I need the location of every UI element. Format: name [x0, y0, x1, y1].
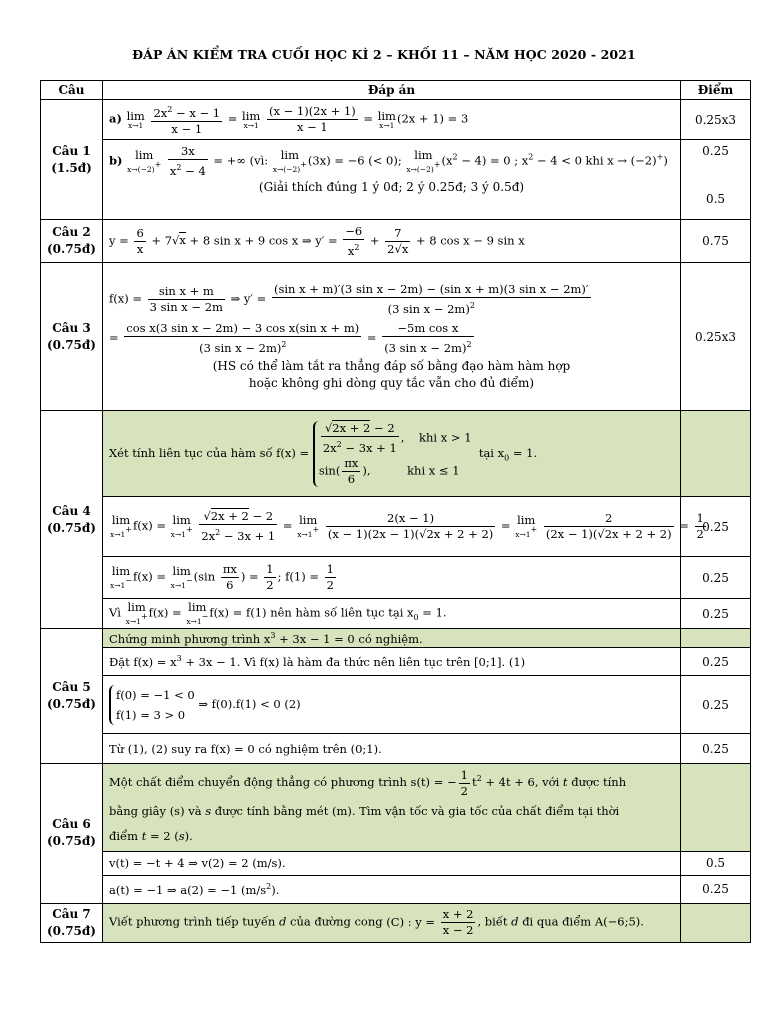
prompt-text: Một chất điểm chuyển động thẳng có phương trình	[109, 775, 407, 789]
question-number: Câu 1	[52, 143, 91, 158]
answer-cell: Đặt $f(x) = x^3 + 3x - 1$. Vì f(x) là hàm đa thức nên liên tục trên [0;1]. (1)	[103, 648, 681, 676]
score-value: 0.5	[705, 192, 726, 206]
prompt-text: , biết	[477, 914, 508, 929]
answer-cell: lim x→1+ f(x) = lim x→1+ $\frac{√2x + 2 - 2}{2x^2 - 3x + 1}$ = lim x→1+ $\frac{2(x - 1)}{(x - 1)(2x - 1)(√2x + 2 + 2)}$ = lim x→1+ $\frac{2}{(2x - 1)(√2x + 2 + 2)}$ = $\frac{1}{2}$	[103, 497, 681, 557]
answer-text: có nghiệm trên	[258, 741, 347, 756]
question-prompt: Một chất điểm chuyển động thẳng có phương trình s(t) = − $\frac{1}{2}$ $t^2 + 4t + 6$, với t được tính bằng giây (s) và s được tính bằng mét (m). Tìm vận tốc và gia tốc của chất điểm tại thời điểm t = 2 (s).	[103, 764, 681, 852]
score-cell: 0.25	[681, 497, 751, 557]
question-points: (0.75đ)	[47, 337, 96, 352]
question-prompt: Chứng minh phương trình $x^3 + 3x - 1 = 0$ có nghiệm.	[103, 629, 681, 648]
question-number: Câu 5	[52, 680, 91, 694]
score-value: 0.25	[702, 144, 729, 158]
score-cell	[681, 411, 751, 497]
question-label	[41, 263, 103, 411]
table-row	[41, 764, 751, 852]
score-cell: 0.75	[681, 220, 751, 263]
answer-cell: lim x→1− f(x) = lim x→1− (sin $\frac{\pi x}{6}$ ) = $\frac{1}{2}$ ; f(1) = $\frac{1}{2}$	[103, 557, 681, 599]
question-number: Câu 7	[52, 906, 91, 921]
answer-text: . (1)	[501, 655, 526, 669]
prompt-text: bằng giây (s) và	[109, 803, 202, 818]
table-row	[41, 875, 751, 903]
question-label	[41, 629, 103, 764]
question-number: Câu 4	[52, 503, 91, 518]
question-prompt: Viết phương trình tiếp tuyến d của đường cong (C) : y = $\frac{x + 2}{x - 2}$ , biết d đi qua điểm A(−6;5).	[103, 903, 681, 942]
prompt-text: Viết phương trình tiếp tuyến	[109, 914, 276, 929]
question-points: (0.75đ)	[47, 242, 96, 256]
answer-cell: Vì lim x→1+ f(x) = lim x→1− f(x) = f(1) nên hàm số liên tục tại $x_0 = 1$.	[103, 599, 681, 629]
answer-table	[40, 80, 751, 943]
answer-text: nên hàm số liên tục tại	[270, 605, 404, 620]
answer-cell: a(t) = −1 ⇒ a(2) = −1 $(m/s^2)$.	[103, 875, 681, 903]
question-points: (0.75đ)	[47, 520, 96, 535]
case-word: khi	[419, 430, 438, 444]
grading-note: (Giải thích đúng 1 ý 0đ; 2 ý 0.25đ; 3 ý 0.5đ)	[258, 180, 525, 194]
question-label	[41, 100, 103, 220]
prompt-text: Chứng minh phương trình	[109, 631, 261, 646]
question-label	[41, 220, 103, 263]
question-number: Câu 3	[52, 320, 91, 335]
header-cau: Câu	[41, 81, 103, 100]
table-row	[41, 629, 751, 648]
table-row	[41, 497, 751, 557]
score-cell: 0.25	[681, 676, 751, 734]
answer-text: (2)	[284, 696, 301, 711]
question-points: (0.75đ)	[47, 697, 96, 711]
score-cell: 0.5	[681, 851, 751, 875]
score-cell	[681, 629, 751, 648]
question-label	[41, 764, 103, 904]
answer-cell: f(x) = $\frac{\text{sin x + m}}{\text{3 sin x − 2m}}$ ⇒ y′ = $\frac{\text{(sin x + m)′(3 sin x − 2m) − (sin x + m)(3 sin x − 2m)′}}{(3 \sin x - 2m)^2}$ = $\frac{\text{cos x(3 sin x − 2m) − 3 cos x(sin x + m)}}{(3 \sin x - 2m)^2}$ = $\frac{\text{−5m cos x}}{(3 \sin x - 2m)^2}$ (HS có thể làm tắt ra thẳng đáp số bằng đạo hàm hàm hợp hoặc không ghi dòng quy tắc vẫn cho đủ điểm)	[103, 263, 681, 411]
case-word: khi	[407, 463, 426, 477]
prompt-text: tại	[478, 445, 494, 460]
score-cell: 0.25	[681, 875, 751, 903]
prompt-text: đi qua điểm	[522, 914, 592, 929]
score-cell: 0.25	[681, 557, 751, 599]
table-row	[41, 557, 751, 599]
prompt-text: được tính bằng mét (m). Tìm vận tốc và gia tốc của chất điểm tại thời	[214, 803, 620, 818]
table-row	[41, 411, 751, 497]
table-row	[41, 734, 751, 764]
page-title: ĐÁP ÁN KIỂM TRA CUỐI HỌC KÌ 2 – KHỐI 11 – NĂM HỌC 2020 - 2021	[132, 47, 636, 62]
table-row	[41, 903, 751, 942]
score-cell: 0.25	[681, 734, 751, 764]
question-prompt: Xét tính liên tục của hàm số f(x) = $\frac{√2x + 2 - 2}{2x^2 - 3x + 1}$ , khi x > 1 sin( $\frac{\pi x}{6}$ ), khi x ≤ 1 tại $x_0 = 1$.	[103, 411, 681, 497]
answer-cell: Từ (1), (2) suy ra f(x) = 0 có nghiệm trên (0;1).	[103, 734, 681, 764]
score-cell	[681, 764, 751, 852]
question-points: (1.5đ)	[51, 160, 92, 175]
answer-cell: v(t) = −t + 4 ⇒ v(2) = 2 (m/s).	[103, 851, 681, 875]
question-points: (0.75đ)	[47, 834, 96, 849]
answer-text: Vì	[109, 605, 121, 620]
header-diem: Điểm	[681, 81, 751, 100]
answer-text: Đặt	[109, 655, 130, 669]
prompt-text: Xét tính liên tục của hàm số	[109, 445, 273, 460]
question-number: Câu 6	[52, 817, 91, 832]
score-cell: 0.25x3	[681, 100, 751, 140]
table-row	[41, 263, 751, 411]
score-cell: 0.25	[681, 599, 751, 629]
answer-text: Từ (1), (2) suy ra	[109, 741, 208, 756]
answer-text: . Vì	[236, 655, 256, 669]
score-cell	[681, 903, 751, 942]
table-row	[41, 220, 751, 263]
score-cell	[681, 140, 751, 220]
prompt-text: điểm	[109, 828, 139, 843]
grading-note: (HS có thể làm tắt ra thẳng đáp số bằng đạo hàm hàm hợp	[212, 358, 571, 373]
score-cell: 0.25	[681, 648, 751, 676]
table-row	[41, 100, 751, 140]
header-dap-an: Đáp án	[103, 81, 681, 100]
table-row	[41, 851, 751, 875]
score-cell: 0.25x3	[681, 263, 751, 411]
question-points: (0.75đ)	[47, 923, 96, 938]
question-number: Câu 2	[52, 225, 91, 239]
table-row	[41, 140, 751, 220]
answer-cell: f(0) = −1 < 0 f(1) = 3 > 0 ⇒ f(0).f(1) < 0 (2)	[103, 676, 681, 734]
table-row	[41, 648, 751, 676]
prompt-text: , với	[534, 775, 560, 789]
table-row	[41, 599, 751, 629]
table-header-row	[41, 81, 751, 100]
prompt-text: của đường cong	[290, 914, 383, 929]
question-label	[41, 411, 103, 629]
grading-note: hoặc không ghi dòng quy tắc vẫn cho đủ điểm)	[248, 375, 535, 390]
question-label	[41, 903, 103, 942]
answer-cell: a) lim x→1 $\frac{2x^2 - x - 1}{x - 1}$ = lim x→1 $\frac{(x - 1)(2x + 1)}{x - 1}$ = lim x→1 (2x + 1) = 3	[103, 100, 681, 140]
answer-text: là hàm đa thức nên liên tục trên	[283, 655, 471, 669]
answer-cell: b) lim x→(−2)+ $\frac{3x}{x^2 - 4}$ = +∞ (vì: lim x→(−2)+ (3x) = −6 (< 0); lim x→(−2)+ $(x^2 - 4) = 0$ ; $x^2 - 4 < 0$ khi x → (−2)+) (Giải thích đúng 1 ý 0đ; 2 ý 0.25đ; 3 ý 0.5đ)	[103, 140, 681, 220]
prompt-text: được tính	[571, 775, 627, 789]
prompt-text: có nghiệm.	[358, 631, 423, 646]
table-row	[41, 676, 751, 734]
answer-cell: y = $\frac{6}{x}$ + 7√x + 8 sin x + 9 cos x ⇒ y′ = $\frac{-6}{x^2}$ + $\frac{7}{2√x}$ + 8 cos x − 9 sin x	[103, 220, 681, 263]
